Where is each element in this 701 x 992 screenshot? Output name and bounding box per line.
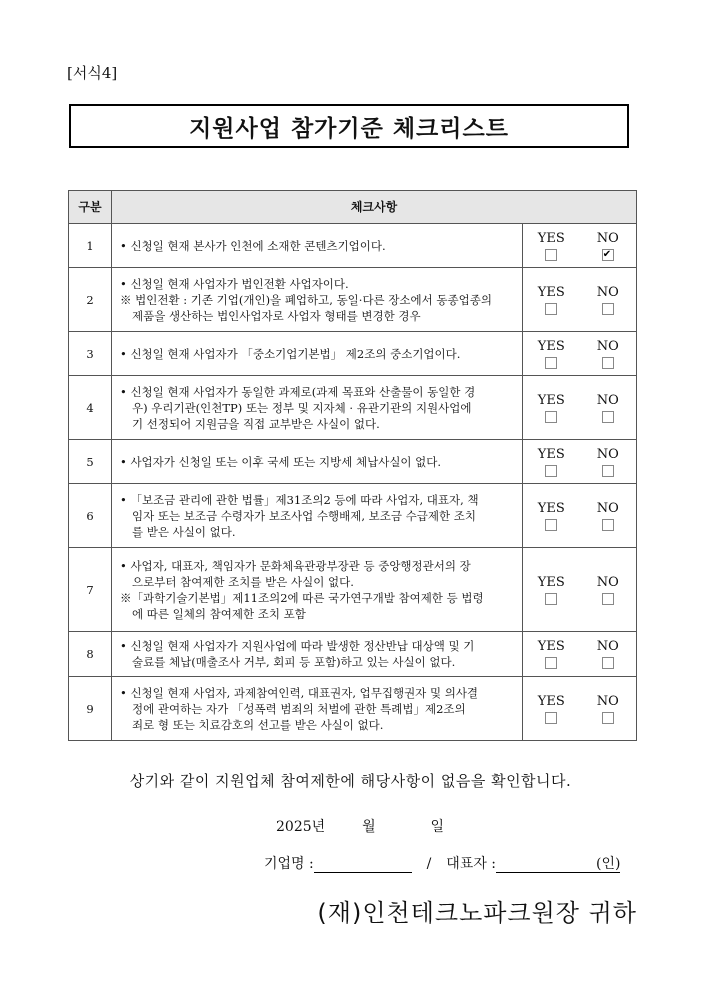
- check-item-line: ※「과학기술기본법」제11조의2에 따른 국가연구개발 참여제한 등 법령: [120, 590, 484, 605]
- check-item-line: 우) 우리기관(인천TP) 또는 정부 및 지자체 · 유관기관의 지원사업에: [132, 400, 472, 415]
- check-item-text: [112, 376, 523, 440]
- check-item-line: 술료를 체납(매출조사 거부, 회피 등 포함)하고 있는 사실이 없다.: [132, 655, 456, 669]
- yes-no-cell: [523, 440, 637, 484]
- yes-checkbox[interactable]: [545, 657, 557, 669]
- no-option: [585, 639, 630, 669]
- no-label: NO: [596, 392, 619, 408]
- no-checkbox[interactable]: [602, 411, 614, 423]
- check-item-line: • 신청일 현재 사업자가 동일한 과제로(과제 목표와 산출물이 동일한 경: [120, 384, 476, 399]
- yes-label: YES: [537, 693, 565, 709]
- yes-checkbox[interactable]: [545, 249, 557, 261]
- no-option: [585, 694, 630, 724]
- row-number: 5: [69, 440, 112, 484]
- checklist-row: [69, 632, 637, 677]
- yes-label: YES: [537, 230, 565, 246]
- check-item-text: [112, 548, 523, 632]
- check-item-line: 제품을 생산하는 법인사업자로 사업자 형태를 변경한 경우: [132, 308, 421, 323]
- check-item-line: 를 받은 사실이 없다.: [132, 524, 236, 539]
- row-number: 3: [69, 332, 112, 376]
- no-option: [585, 231, 630, 261]
- yes-label: YES: [537, 446, 565, 462]
- no-label: NO: [596, 446, 619, 462]
- yes-no-cell: [523, 484, 637, 548]
- row-number: 4: [69, 376, 112, 440]
- yes-checkbox[interactable]: [545, 303, 557, 315]
- checklist-row: [69, 440, 637, 484]
- yes-option: [529, 339, 574, 369]
- no-option: [585, 501, 630, 531]
- no-checkbox[interactable]: [602, 249, 614, 261]
- yes-label: YES: [537, 574, 565, 590]
- check-item-text: [112, 440, 523, 484]
- yes-label: YES: [537, 338, 565, 354]
- no-option: [585, 339, 630, 369]
- recipient-line: (재)인천테크노파크원장 귀하: [317, 899, 637, 927]
- no-checkbox[interactable]: [602, 303, 614, 315]
- check-item-text: [112, 332, 523, 376]
- header-check-items: 체크사항: [112, 191, 637, 224]
- confirmation-statement: 상기와 같이 지원업체 참여제한에 해당사항이 없음을 확인합니다.: [129, 772, 572, 790]
- date-line: [276, 816, 444, 836]
- check-item-text: [112, 484, 523, 548]
- checklist-table: [68, 190, 637, 741]
- yes-option: [529, 575, 574, 605]
- check-item-text: [112, 268, 523, 332]
- date-day: 일: [430, 819, 445, 835]
- no-checkbox[interactable]: [602, 593, 614, 605]
- yes-label: YES: [537, 639, 565, 654]
- no-label: NO: [596, 284, 619, 300]
- yes-option: [529, 447, 574, 477]
- separator: /: [426, 856, 432, 872]
- no-label: NO: [596, 693, 619, 709]
- row-number: 6: [69, 484, 112, 548]
- no-label: NO: [596, 500, 619, 516]
- company-name-field[interactable]: [314, 858, 412, 873]
- no-option: [585, 393, 630, 423]
- no-option: [585, 447, 630, 477]
- checklist-row: [69, 484, 637, 548]
- check-item-line: • 신청일 현재 사업자, 과제참여인력, 대표권자, 업무집행권자 및 의사결: [120, 685, 479, 700]
- yes-checkbox[interactable]: [545, 357, 557, 369]
- signature-line: [264, 853, 620, 873]
- check-item-line: 기 선정되어 지원금을 직접 교부받은 사실이 없다.: [132, 416, 380, 431]
- yes-no-cell: [523, 677, 637, 741]
- no-label: NO: [596, 230, 619, 246]
- yes-option: [529, 393, 574, 423]
- check-item-line: 에 따른 일체의 참여제한 조치 포함: [132, 606, 306, 621]
- yes-no-cell: [523, 224, 637, 268]
- checklist-row: [69, 268, 637, 332]
- no-checkbox[interactable]: [602, 712, 614, 724]
- check-item-text: [112, 224, 523, 268]
- row-number: 1: [69, 224, 112, 268]
- yes-label: YES: [537, 284, 565, 300]
- check-item-text: [112, 632, 523, 677]
- no-label: NO: [596, 338, 619, 354]
- yes-no-cell: [523, 632, 637, 677]
- yes-checkbox[interactable]: [545, 411, 557, 423]
- checklist-row: [69, 677, 637, 741]
- yes-checkbox[interactable]: [545, 465, 557, 477]
- yes-option: [529, 285, 574, 315]
- ceo-name-field[interactable]: [496, 858, 596, 873]
- date-month: 월: [362, 819, 376, 835]
- row-number: 7: [69, 548, 112, 632]
- no-checkbox[interactable]: [602, 657, 614, 669]
- ceo-label: 대표자 :: [446, 856, 497, 872]
- yes-no-cell: [523, 332, 637, 376]
- row-number: 2: [69, 268, 112, 332]
- yes-checkbox[interactable]: [545, 519, 557, 531]
- checklist-row: [69, 548, 637, 632]
- check-item-line: • 신청일 현재 사업자가 「중소기업기본법」 제2조의 중소기업이다.: [120, 346, 461, 361]
- company-label: 기업명 :: [264, 856, 314, 872]
- check-item-line: • 「보조금 관리에 관한 법률」제31조의2 등에 따라 사업자, 대표자, 책: [120, 492, 479, 507]
- header-category: 구분: [69, 191, 112, 224]
- check-item-line: • 신청일 현재 본사가 인천에 소재한 콘텐츠기업이다.: [120, 238, 386, 253]
- yes-checkbox[interactable]: [545, 593, 557, 605]
- checklist-row: [69, 376, 637, 440]
- yes-no-cell: [523, 376, 637, 440]
- no-option: [585, 285, 630, 315]
- checklist-row: [69, 332, 637, 376]
- check-item-line: 임자 또는 보조금 수령자가 보조사업 수행배제, 보조금 수급제한 조치: [132, 508, 476, 523]
- check-item-line: • 사업자가 신청일 또는 이후 국세 또는 지방세 체납사실이 없다.: [120, 454, 442, 469]
- yes-option: [529, 694, 574, 724]
- check-item-line: 으로부터 참여제한 조치를 받은 사실이 없다.: [132, 574, 354, 589]
- yes-label: YES: [537, 500, 565, 516]
- yes-checkbox[interactable]: [545, 712, 557, 724]
- yes-label: YES: [537, 392, 565, 408]
- no-label: NO: [596, 574, 619, 590]
- no-option: [585, 575, 630, 605]
- document-title: 지원사업 참가기준 체크리스트: [189, 115, 509, 142]
- yes-option: [529, 639, 574, 669]
- yes-no-cell: [523, 548, 637, 632]
- document-title-box: [69, 104, 629, 148]
- check-item-line: 정에 관여하는 자가 「성폭력 범죄의 처벌에 관한 특례법」제2조의: [132, 701, 466, 716]
- yes-option: [529, 501, 574, 531]
- check-item-line: ※ 법인전환 : 기존 기업(개인)을 폐업하고, 동일·다른 장소에서 동종업종의: [120, 292, 492, 307]
- form-number-tag: [서식4]: [67, 64, 118, 82]
- check-item-line: 죄로 형 또는 치료감호의 선고를 받은 사실이 없다.: [132, 717, 384, 732]
- no-checkbox[interactable]: [602, 465, 614, 477]
- no-label: NO: [596, 639, 619, 654]
- check-item-line: • 신청일 현재 사업자가 법인전환 사업자이다.: [120, 276, 349, 291]
- yes-no-cell: [523, 268, 637, 332]
- seal-mark: (인): [596, 856, 621, 872]
- no-checkbox[interactable]: [602, 357, 614, 369]
- checklist-header-row: [69, 191, 637, 224]
- check-item-line: • 신청일 현재 사업자가 지원사업에 따라 발생한 정산반납 대상액 및 기: [120, 639, 475, 653]
- date-year: 2025년: [276, 819, 326, 835]
- no-checkbox[interactable]: [602, 519, 614, 531]
- checklist-row: [69, 224, 637, 268]
- row-number: 8: [69, 632, 112, 677]
- row-number: 9: [69, 677, 112, 741]
- yes-option: [529, 231, 574, 261]
- check-item-text: [112, 677, 523, 741]
- check-item-line: • 사업자, 대표자, 책임자가 문화체육관광부장관 등 중앙행정관서의 장: [120, 558, 471, 573]
